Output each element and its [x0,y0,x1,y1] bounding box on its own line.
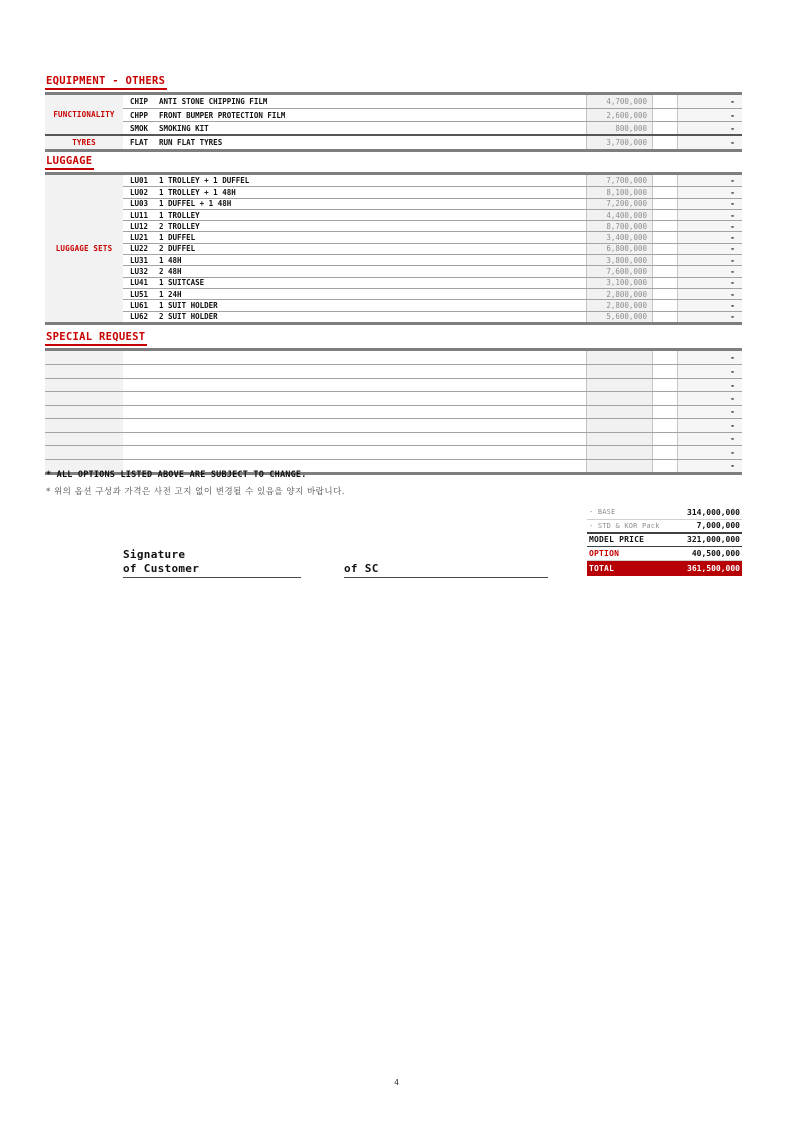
std-kor-pack-value: 7,000,000 [696,521,740,531]
empty-cell [123,365,586,377]
empty-cell [652,433,678,445]
table-row [123,311,742,322]
option-code: FLAT [130,138,149,147]
summary-row-model-price [587,534,742,548]
empty-cell [586,406,652,418]
option-price: 800,000 [586,122,652,134]
option-price: 6,800,000 [586,244,652,254]
empty-cell [123,433,586,445]
option-description: RUN FLAT TYRES [159,138,223,147]
option-description: ANTI STONE CHIPPING FILM [159,97,268,106]
special-request-section [45,325,742,475]
option-selection-value: - [678,278,742,288]
empty-cell [652,392,678,404]
option-code: SMOK [130,123,149,133]
summary-row-total [587,561,742,576]
special-request-row [45,391,742,404]
signature-area [123,548,548,578]
special-request-row [45,351,742,364]
equipment-others-section [45,69,742,152]
special-request-row [45,364,742,377]
category-label: FUNCTIONALITY [45,95,123,134]
empty-cell [45,379,123,391]
table-row [123,121,742,134]
table-row [123,209,742,220]
empty-cell [586,460,652,472]
option-selection-value: - [678,300,742,310]
grand-total-label: TOTAL [589,563,615,573]
empty-cell [45,351,123,364]
note-korean: * 위의 옵션 구성과 가격은 사전 고지 없이 변경될 수 있음을 양지 바랍니다. [46,487,345,497]
grand-total-value: 361,500,000 [687,563,740,573]
base-price-label: - BASE [589,508,616,517]
summary-row-base [587,506,742,520]
option-code: LU02 [130,187,149,197]
empty-cell [586,351,652,364]
table-row [123,95,742,108]
model-price-value: 321,000,000 [687,535,740,545]
option-code: LU31 [130,255,149,265]
empty-cell [652,221,678,231]
option-code: CHIP [130,97,149,106]
base-price-value: 314,000,000 [687,507,740,517]
special-request-title: SPECIAL REQUEST [45,331,147,346]
empty-cell [45,419,123,431]
option-description: 1 24H [159,289,182,299]
special-request-table [45,348,742,475]
empty-cell [652,244,678,254]
empty-cell [123,392,586,404]
option-selection-value: - [678,392,742,404]
option-price: 7,600,000 [586,266,652,276]
option-selection-value: - [678,187,742,197]
empty-cell [652,232,678,242]
empty-cell [652,419,678,431]
option-selection-value: - [678,365,742,377]
empty-cell [652,136,678,149]
table-row [123,136,742,149]
special-request-row [45,432,742,445]
empty-cell [123,406,586,418]
option-description: 1 TROLLEY + 1 48H [159,187,236,197]
summary-row-std-kor-pack [587,520,742,534]
option-description: 1 SUITCASE [159,278,205,288]
luggage-group [45,175,742,322]
empty-cell [652,300,678,310]
option-selection-value: - [678,244,742,254]
std-kor-pack-label: - STD & KOR Pack [589,521,660,530]
special-request-row [45,405,742,418]
empty-cell [586,365,652,377]
empty-cell [652,446,678,458]
empty-cell [652,122,678,134]
option-price: 5,600,000 [586,312,652,322]
table-row [123,254,742,265]
signature-customer-label: of Customer [123,562,200,575]
table-row [123,231,742,242]
option-description: SMOKING KIT [159,123,209,133]
option-selection-value: - [678,266,742,276]
option-code: LU12 [130,221,149,231]
option-selection-value: - [678,199,742,209]
option-description: 2 SUIT HOLDER [159,312,218,322]
option-selection-value: - [678,351,742,364]
empty-cell [652,266,678,276]
special-request-row [45,378,742,391]
option-price: 8,100,000 [586,187,652,197]
empty-cell [123,446,586,458]
empty-cell [45,433,123,445]
empty-cell [652,365,678,377]
option-price: 3,100,000 [586,278,652,288]
table-row [123,243,742,254]
option-description: 2 TROLLEY [159,221,200,231]
option-selection-value: - [678,312,742,322]
option-description: 1 DUFFEL [159,233,196,243]
option-selection-value: - [678,122,742,134]
empty-cell [123,419,586,431]
option-selection-value: - [678,289,742,299]
signature-title: Signature [123,548,186,561]
empty-cell [586,419,652,431]
empty-cell [45,365,123,377]
option-selection-value: - [678,136,742,149]
empty-cell [652,351,678,364]
empty-cell [652,312,678,322]
option-selection-value: - [678,109,742,121]
table-row [123,288,742,299]
option-code: LU01 [130,176,149,186]
option-description: 2 DUFFEL [159,244,196,254]
luggage-title: LUGGAGE [45,155,94,170]
option-price: 2,800,000 [586,300,652,310]
option-total-value: 40,500,000 [691,549,740,559]
equipment-group-functionality [45,95,742,134]
empty-cell [45,406,123,418]
equipment-others-table [45,92,742,152]
empty-cell [652,379,678,391]
empty-cell [586,392,652,404]
option-price: 8,700,000 [586,221,652,231]
option-code: LU32 [130,267,149,277]
empty-cell [652,406,678,418]
option-price: 3,400,000 [586,232,652,242]
option-selection-value: - [678,232,742,242]
option-code: LU22 [130,244,149,254]
option-description: 1 DUFFEL + 1 48H [159,199,232,209]
option-code: LU61 [130,300,149,310]
option-code: LU11 [130,210,149,220]
option-description: 1 TROLLEY + 1 DUFFEL [159,176,250,186]
option-price: 3,700,000 [586,136,652,149]
option-price: 3,800,000 [586,255,652,265]
page-number: 4 [394,1078,399,1087]
empty-cell [652,278,678,288]
empty-cell [586,433,652,445]
signature-sc-label: of SC [344,562,379,575]
empty-cell [652,199,678,209]
empty-cell [652,255,678,265]
option-total-label: OPTION [589,549,620,559]
empty-cell [652,460,678,472]
special-request-row [45,418,742,431]
option-selection-value: - [678,255,742,265]
option-description: 1 48H [159,255,182,265]
model-price-label: MODEL PRICE [589,535,645,545]
option-description: 1 SUIT HOLDER [159,300,218,310]
table-row [123,265,742,276]
empty-cell [652,210,678,220]
option-price: 4,400,000 [586,210,652,220]
summary-row-option [587,547,742,561]
note-english: * ALL OPTIONS LISTED ABOVE ARE SUBJECT TO CHANGE. [46,470,307,480]
option-selection-value: - [678,379,742,391]
price-summary [587,506,742,576]
option-selection-value: - [678,460,742,472]
option-selection-value: - [678,406,742,418]
option-description: FRONT BUMPER PROTECTION FILM [159,110,286,120]
option-price: 4,700,000 [586,95,652,108]
option-code: LU03 [130,199,149,209]
empty-cell [123,351,586,364]
option-price: 2,600,000 [586,109,652,121]
table-row [123,108,742,121]
equipment-group-tyres [45,134,742,149]
signature-sc-line [344,562,548,578]
empty-cell [123,379,586,391]
option-code: LU62 [130,312,149,322]
empty-cell [652,95,678,108]
option-code: LU51 [130,289,149,299]
option-code: CHPP [130,110,149,120]
table-row [123,175,742,186]
category-label: LUGGAGE SETS [45,175,123,322]
table-row [123,198,742,209]
special-request-row [45,445,742,458]
option-selection-value: - [678,221,742,231]
option-description: 1 TROLLEY [159,210,200,220]
empty-cell [652,175,678,186]
empty-cell [586,446,652,458]
luggage-table [45,172,742,325]
empty-cell [652,187,678,197]
option-selection-value: - [678,175,742,186]
option-selection-value: - [678,419,742,431]
table-row [123,220,742,231]
option-code: LU21 [130,233,149,243]
empty-cell [45,446,123,458]
option-price: 7,700,000 [586,175,652,186]
table-row [123,186,742,197]
option-code: LU41 [130,278,149,288]
empty-cell [45,392,123,404]
empty-cell [652,109,678,121]
empty-cell [586,379,652,391]
option-selection-value: - [678,446,742,458]
option-description: 2 48H [159,267,182,277]
signature-customer-line [123,548,301,578]
empty-cell [652,289,678,299]
table-row [123,299,742,310]
option-selection-value: - [678,95,742,108]
option-selection-value: - [678,210,742,220]
option-price: 2,800,000 [586,289,652,299]
option-selection-value: - [678,433,742,445]
option-price: 7,200,000 [586,199,652,209]
category-label: TYRES [45,136,123,149]
equipment-others-title: EQUIPMENT - OTHERS [45,75,167,90]
table-row [123,277,742,288]
luggage-section [45,149,742,325]
